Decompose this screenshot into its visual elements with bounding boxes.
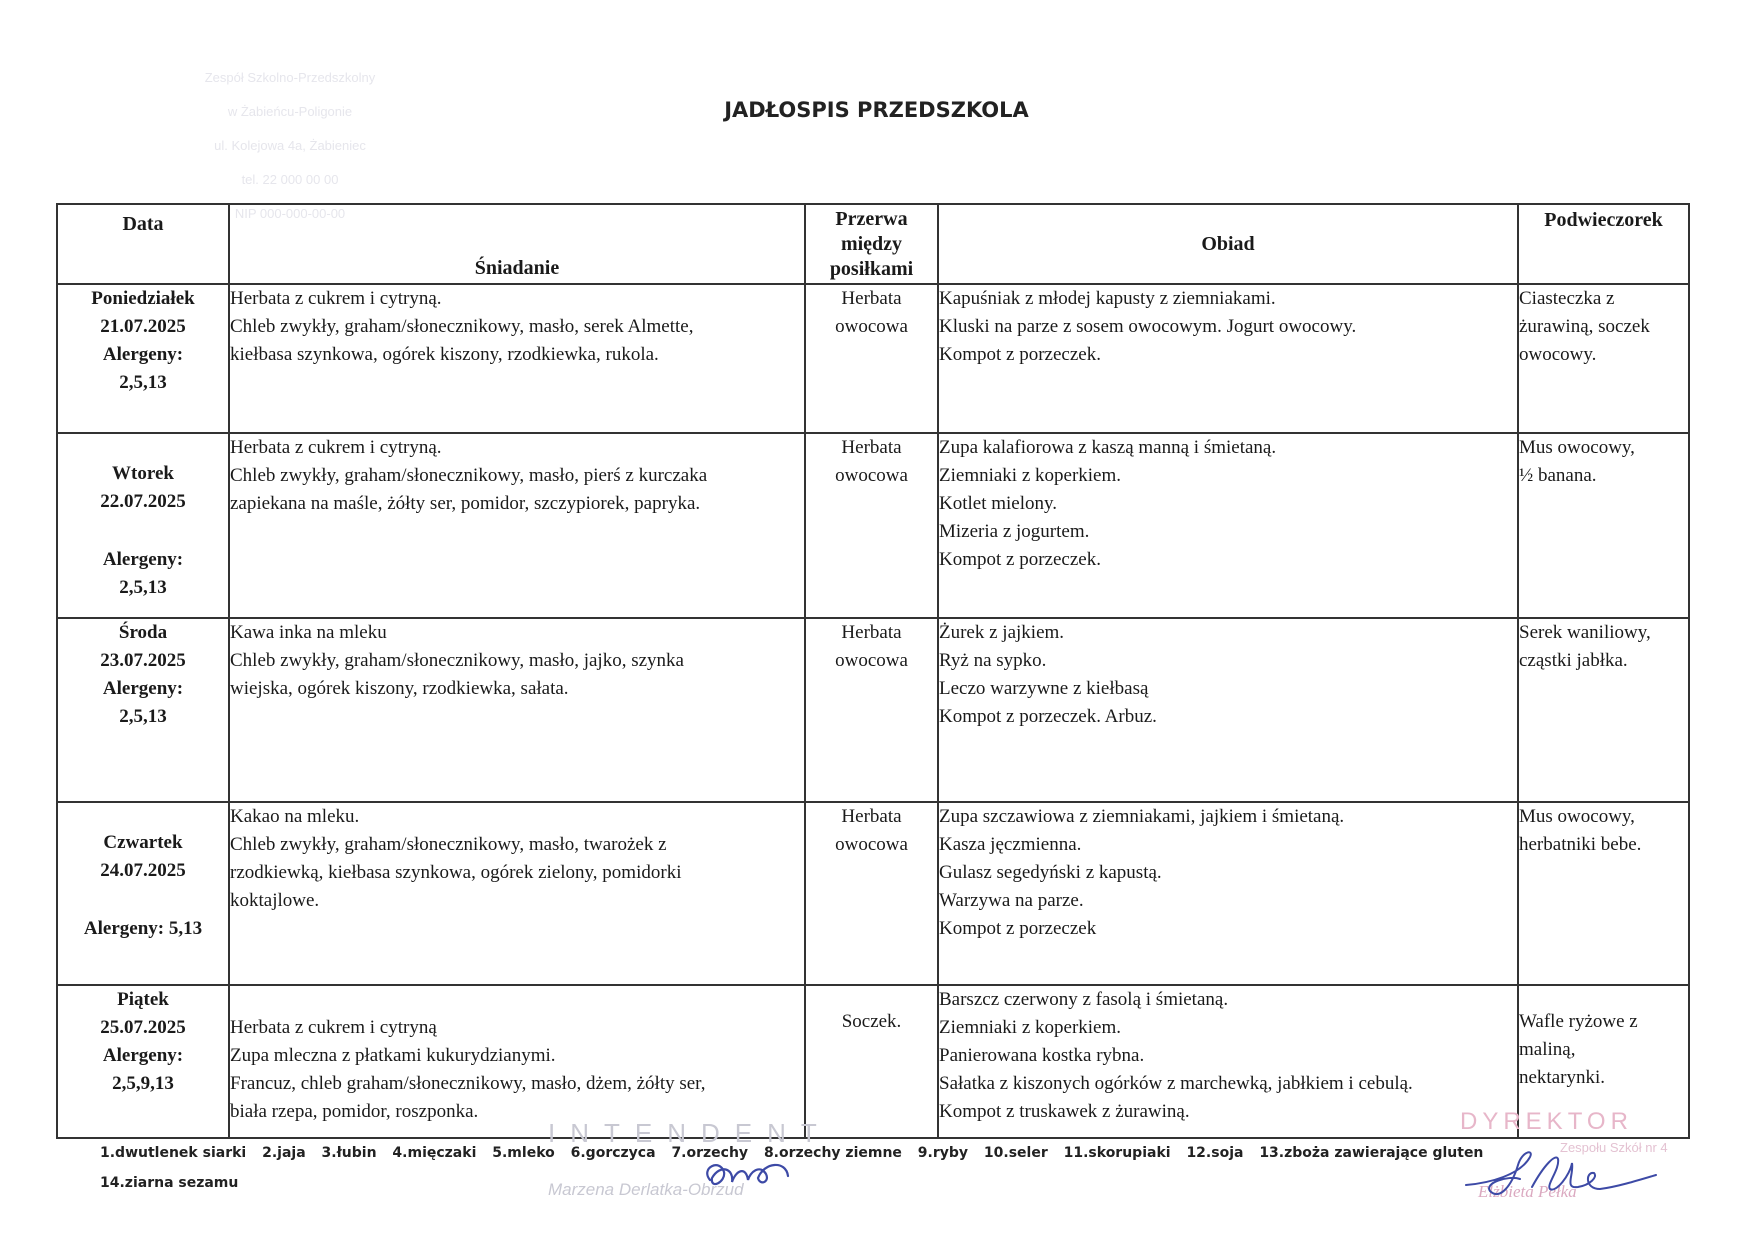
- meal-line: Ciasteczka z: [1519, 288, 1615, 309]
- date-line: Alergeny:: [102, 678, 184, 699]
- meal-line: Kapuśniak z młodej kapusty z ziemniakami.: [939, 288, 1276, 309]
- meal-line: Serek waniliowy,: [1519, 622, 1651, 643]
- podwieczorek-cell: [1518, 802, 1689, 985]
- meal-line: cząstki jabłka.: [1519, 650, 1628, 671]
- line-gap: [58, 516, 228, 546]
- dyrektor-signature: [1460, 1145, 1660, 1205]
- sniadanie-cell: [229, 985, 805, 1138]
- podwieczorek-cell: [1518, 284, 1689, 433]
- table-row: [57, 985, 1689, 1138]
- date-cell: [57, 433, 229, 618]
- przerwa-cell: [805, 618, 938, 802]
- date-line: 2,5,13: [119, 706, 167, 727]
- header-obiad: Obiad: [938, 204, 1518, 284]
- header-data: Data: [57, 204, 229, 284]
- obiad-cell: [938, 985, 1518, 1138]
- meal-line: koktajlowe.: [230, 890, 320, 911]
- date-line: 2,5,13: [119, 372, 167, 393]
- sniadanie-cell: [229, 618, 805, 802]
- meal-line: herbatniki bebe.: [1519, 834, 1642, 855]
- header-sniadanie: Śniadanie: [229, 204, 805, 284]
- przerwa-cell: [805, 284, 938, 433]
- allergen-item: 4.mięczaki: [392, 1145, 477, 1161]
- table-row: [57, 284, 1689, 433]
- meal-line: rzodkiewką, kiełbasa szynkowa, ogórek zielony, pomidorki: [230, 862, 682, 883]
- allergen-item: 6.gorczyca: [570, 1145, 656, 1161]
- date-line: 23.07.2025: [100, 650, 186, 671]
- date-line: Piątek: [117, 989, 169, 1010]
- meal-line: Leczo warzywne z kiełbasą: [939, 678, 1149, 699]
- table-row: [57, 802, 1689, 985]
- intendent-name-stamp: Marzena Derlatka-Obrzud: [548, 1180, 744, 1199]
- meal-line: owocowa: [835, 834, 908, 855]
- date-cell: [57, 618, 229, 802]
- meal-line: Chleb zwykły, graham/słonecznikowy, masło, pierś z kurczaka: [230, 465, 708, 486]
- allergen-item: 5.mleko: [492, 1145, 555, 1161]
- date-line: Środa: [118, 622, 168, 643]
- allergen-item: 2.jaja: [262, 1145, 306, 1161]
- date-line: Czwartek: [103, 832, 183, 853]
- allergen-item: 8.orzechy ziemne: [763, 1145, 902, 1161]
- meal-line: Panierowana kostka rybna.: [939, 1045, 1145, 1066]
- date-line: Alergeny:: [102, 344, 184, 365]
- meal-line: Ziemniaki z koperkiem.: [939, 1017, 1122, 1038]
- date-line: Alergeny:: [102, 549, 184, 570]
- meal-line: Herbata: [841, 622, 902, 643]
- header-przerwa-line: Przerwa: [835, 208, 908, 230]
- meal-line: biała rzepa, pomidor, roszponka.: [230, 1101, 479, 1122]
- meal-line: Herbata z cukrem i cytryną: [230, 1017, 437, 1038]
- line-gap: [58, 885, 228, 915]
- obiad-cell: [938, 284, 1518, 433]
- obiad-cell: [938, 802, 1518, 985]
- intendent-stamp: INTENDENT: [548, 1118, 832, 1148]
- przerwa-cell: [805, 433, 938, 618]
- meal-line: Mus owocowy,: [1519, 806, 1635, 827]
- meal-line: Chleb zwykły, graham/słonecznikowy, masło, serek Almette,: [230, 316, 694, 337]
- meal-line: Kompot z porzeczek. Arbuz.: [939, 706, 1157, 727]
- faint-stamp-line: w Żabieńcu-Poligonie: [227, 104, 353, 119]
- meal-line: owocowa: [835, 465, 908, 486]
- meal-line: Kompot z porzeczek.: [939, 549, 1101, 570]
- meal-line: owocowa: [835, 316, 908, 337]
- meal-line: Chleb zwykły, graham/słonecznikowy, masło, twarożek z: [230, 834, 667, 855]
- meal-line: Kotlet mielony.: [939, 493, 1058, 514]
- intendent-signature: [690, 1150, 800, 1206]
- date-line: 24.07.2025: [100, 860, 186, 881]
- meal-line: Kompot z porzeczek: [939, 918, 1097, 939]
- obiad-cell: [938, 618, 1518, 802]
- meal-line: Ryż na sypko.: [939, 650, 1047, 671]
- meal-line: Gulasz segedyński z kapustą.: [939, 862, 1162, 883]
- meal-line: owocowy.: [1519, 344, 1597, 365]
- meal-line: Kluski na parze z sosem owocowym. Jogurt owocowy.: [939, 316, 1357, 337]
- meal-line: Kawa inka na mleku: [230, 622, 387, 643]
- meal-line: Mus owocowy,: [1519, 437, 1635, 458]
- podwieczorek-cell: [1518, 618, 1689, 802]
- meal-line: Zupa mleczna z płatkami kukurydzianymi.: [230, 1045, 556, 1066]
- header-przerwa: [805, 204, 938, 284]
- header-podwieczorek: Podwieczorek: [1518, 204, 1689, 284]
- sniadanie-cell: [229, 284, 805, 433]
- meal-line: ½ banana.: [1519, 465, 1597, 486]
- sniadanie-cell: [229, 802, 805, 985]
- meal-line: Zupa szczawiowa z ziemniakami, jajkiem i śmietaną.: [939, 806, 1345, 827]
- meal-line: Sałatka z kiszonych ogórków z marchewką, jabłkiem i cebulą.: [939, 1073, 1413, 1094]
- menu-table: [56, 203, 1690, 1139]
- meal-line: Warzywa na parze.: [939, 890, 1084, 911]
- meal-line: Barszcz czerwony z fasolą i śmietaną.: [939, 989, 1229, 1010]
- date-line: Wtorek: [112, 463, 174, 484]
- dyrektor-stamp: DYREKTOR: [1460, 1108, 1633, 1135]
- meal-line: Herbata: [841, 288, 902, 309]
- podwieczorek-cell: [1518, 433, 1689, 618]
- allergen-item: 9.ryby: [917, 1145, 969, 1161]
- sniadanie-cell: [229, 433, 805, 618]
- date-line: Alergeny:: [102, 1045, 184, 1066]
- meal-line: nektarynki.: [1519, 1067, 1606, 1088]
- date-line: 21.07.2025: [100, 316, 186, 337]
- przerwa-cell: [805, 802, 938, 985]
- meal-line: Żurek z jajkiem.: [939, 622, 1065, 643]
- meal-line: Zupa kalafiorowa z kaszą manną i śmietaną.: [939, 437, 1277, 458]
- header-przerwa-line: między: [840, 233, 903, 255]
- meal-line: Ziemniaki z koperkiem.: [939, 465, 1122, 486]
- meal-line: Chleb zwykły, graham/słonecznikowy, masło, jajko, szynka: [230, 650, 684, 671]
- allergen-item: 10.seler: [983, 1145, 1048, 1161]
- meal-line: Kakao na mleku.: [230, 806, 360, 827]
- meal-line: Francuz, chleb graham/słonecznikowy, masło, dżem, żółty ser,: [230, 1073, 706, 1094]
- date-cell: [57, 802, 229, 985]
- meal-line: kiełbasa szynkowa, ogórek kiszony, rzodkiewka, rukola.: [230, 344, 659, 365]
- header-przerwa-line: posiłkami: [829, 258, 914, 280]
- przerwa-cell: [805, 985, 938, 1138]
- meal-line: maliną,: [1519, 1039, 1576, 1060]
- date-line: 22.07.2025: [100, 491, 186, 512]
- allergen-item: 13.zboża zawierające gluten: [1259, 1145, 1484, 1161]
- allergen-item: 1.dwutlenek siarki: [100, 1145, 247, 1161]
- allergen-item: 11.skorupiaki: [1063, 1145, 1171, 1161]
- date-line: 25.07.2025: [100, 1017, 186, 1038]
- meal-line: Wafle ryżowe z: [1519, 1011, 1638, 1032]
- date-line: 2,5,9,13: [112, 1073, 174, 1094]
- table-row: [57, 433, 1689, 618]
- meal-line: Kompot z truskawek z żurawiną.: [939, 1101, 1190, 1122]
- date-line: 2,5,13: [119, 577, 167, 598]
- dyrektor-name-stamp: Elżbieta Pełka: [1478, 1182, 1577, 1201]
- allergen-item: 12.soja: [1186, 1145, 1244, 1161]
- date-cell: [57, 284, 229, 433]
- faint-stamp-line: Zespół Szkolno-Przedszkolny: [204, 70, 376, 85]
- allergen-item: 7.orzechy: [671, 1145, 749, 1161]
- faint-stamp-line: tel. 22 000 00 00: [241, 172, 339, 187]
- faint-stamp-line: NIP 000-000-00-00: [234, 206, 346, 221]
- meal-line: Kompot z porzeczek.: [939, 344, 1101, 365]
- date-line: Alergeny: 5,13: [83, 918, 203, 939]
- meal-line: Herbata: [841, 437, 902, 458]
- page-title: JADŁOSPIS PRZEDSZKOLA: [724, 98, 1029, 122]
- allergen-item: 14.ziarna sezamu: [100, 1175, 239, 1191]
- meal-line: żurawiną, soczek: [1519, 316, 1650, 337]
- header-row: [57, 204, 1689, 284]
- dyrektor-school-stamp: Zespołu Szkół nr 4: [1560, 1140, 1668, 1155]
- meal-line: Herbata z cukrem i cytryną.: [230, 437, 442, 458]
- meal-line: wiejska, ogórek kiszony, rzodkiewka, sałata.: [230, 678, 569, 699]
- faint-stamp-line: ul. Kolejowa 4a, Żabieniec: [214, 138, 366, 153]
- allergen-item: 3.łubin: [321, 1145, 377, 1161]
- meal-line: Herbata: [841, 806, 902, 827]
- date-cell: [57, 985, 229, 1138]
- meal-line: owocowa: [835, 650, 908, 671]
- table-row: [57, 618, 1689, 802]
- obiad-cell: [938, 433, 1518, 618]
- meal-line: Soczek.: [841, 1011, 902, 1032]
- meal-line: Herbata z cukrem i cytryną.: [230, 288, 442, 309]
- meal-line: zapiekana na maśle, żółty ser, pomidor, szczypiorek, papryka.: [230, 493, 701, 514]
- meal-line: Mizeria z jogurtem.: [939, 521, 1090, 542]
- date-line: Poniedziałek: [91, 288, 195, 309]
- meal-line: Kasza jęczmienna.: [939, 834, 1082, 855]
